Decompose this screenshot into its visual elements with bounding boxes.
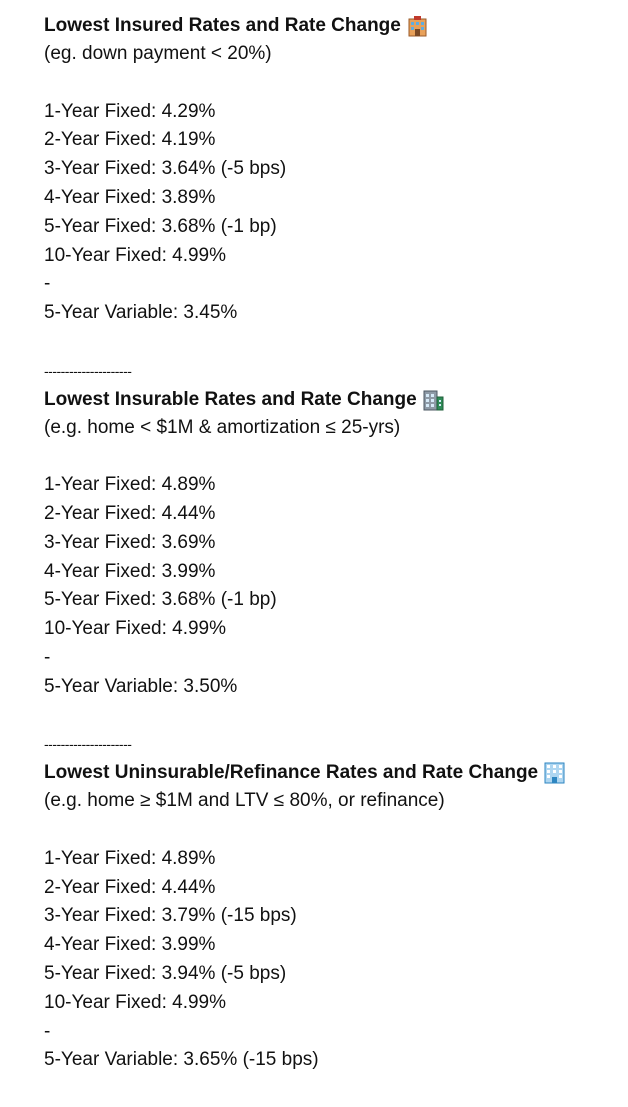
rate-line: 4-Year Fixed: 3.99% [44, 934, 216, 956]
insured-rates-section [44, 12, 614, 357]
rate-line: 5-Year Fixed: 3.94% (-5 bps) [44, 962, 287, 984]
rate-line: 1-Year Fixed: 4.89% [44, 474, 216, 496]
spacer [44, 328, 614, 357]
separator-dash: - [44, 1020, 51, 1042]
rate-line: 5-Year Fixed: 3.68% (-1 bp) [44, 215, 277, 237]
building-icon [544, 762, 565, 784]
variable-rate-line: 5-Year Variable: 3.65% (-15 bps) [44, 1049, 319, 1071]
rate-line: 4-Year Fixed: 3.99% [44, 560, 216, 582]
section-heading [44, 759, 614, 787]
spacer [44, 816, 614, 845]
rate-line: 2-Year Fixed: 4.44% [44, 876, 216, 898]
variable-rate-line: 5-Year Variable: 3.45% [44, 302, 238, 324]
rate-line: 2-Year Fixed: 4.44% [44, 502, 216, 524]
separator-dash: - [44, 646, 51, 668]
section-heading [44, 386, 614, 414]
rate-line: 10-Year Fixed: 4.99% [44, 618, 227, 640]
rate-line: 10-Year Fixed: 4.99% [44, 244, 227, 266]
section-title: Lowest Insurable Rates and Rate Change [44, 388, 417, 410]
section-title: Lowest Insured Rates and Rate Change [44, 15, 401, 36]
rate-line: 5-Year Fixed: 3.68% (-1 bp) [44, 589, 277, 611]
rate-line: 2-Year Fixed: 4.19% [44, 129, 216, 151]
rate-line: 4-Year Fixed: 3.89% [44, 186, 216, 208]
variable-rate-line: 5-Year Variable: 3.50% [44, 675, 238, 697]
hotel-building-icon [407, 15, 428, 37]
separator-dash: - [44, 273, 51, 295]
rate-line: 10-Year Fixed: 4.99% [44, 991, 227, 1013]
uninsurable-rates-section [44, 759, 614, 1075]
section-subtitle: (e.g. home ≥ $1M and LTV ≤ 80%, or refinance) [44, 790, 445, 812]
rate-line: 3-Year Fixed: 3.69% [44, 531, 216, 553]
office-building-icon [423, 389, 444, 411]
rate-line: 1-Year Fixed: 4.29% [44, 100, 216, 122]
section-divider: --------------------- [44, 736, 132, 753]
section-subtitle: (eg. down payment < 20%) [44, 43, 272, 64]
rates-document [44, 12, 614, 1075]
section-title: Lowest Uninsurable/Refinance Rates and Rate Change [44, 762, 539, 784]
spacer [44, 702, 614, 731]
section-divider: --------------------- [44, 362, 132, 379]
rate-line: 3-Year Fixed: 3.79% (-15 bps) [44, 905, 297, 927]
rate-line: 1-Year Fixed: 4.89% [44, 847, 216, 869]
section-subtitle: (e.g. home < $1M & amortization ≤ 25-yrs) [44, 416, 401, 438]
spacer [44, 69, 614, 98]
insurable-rates-section [44, 386, 614, 731]
spacer [44, 442, 614, 471]
section-heading [44, 12, 614, 40]
rate-line: 3-Year Fixed: 3.64% (-5 bps) [44, 158, 287, 180]
